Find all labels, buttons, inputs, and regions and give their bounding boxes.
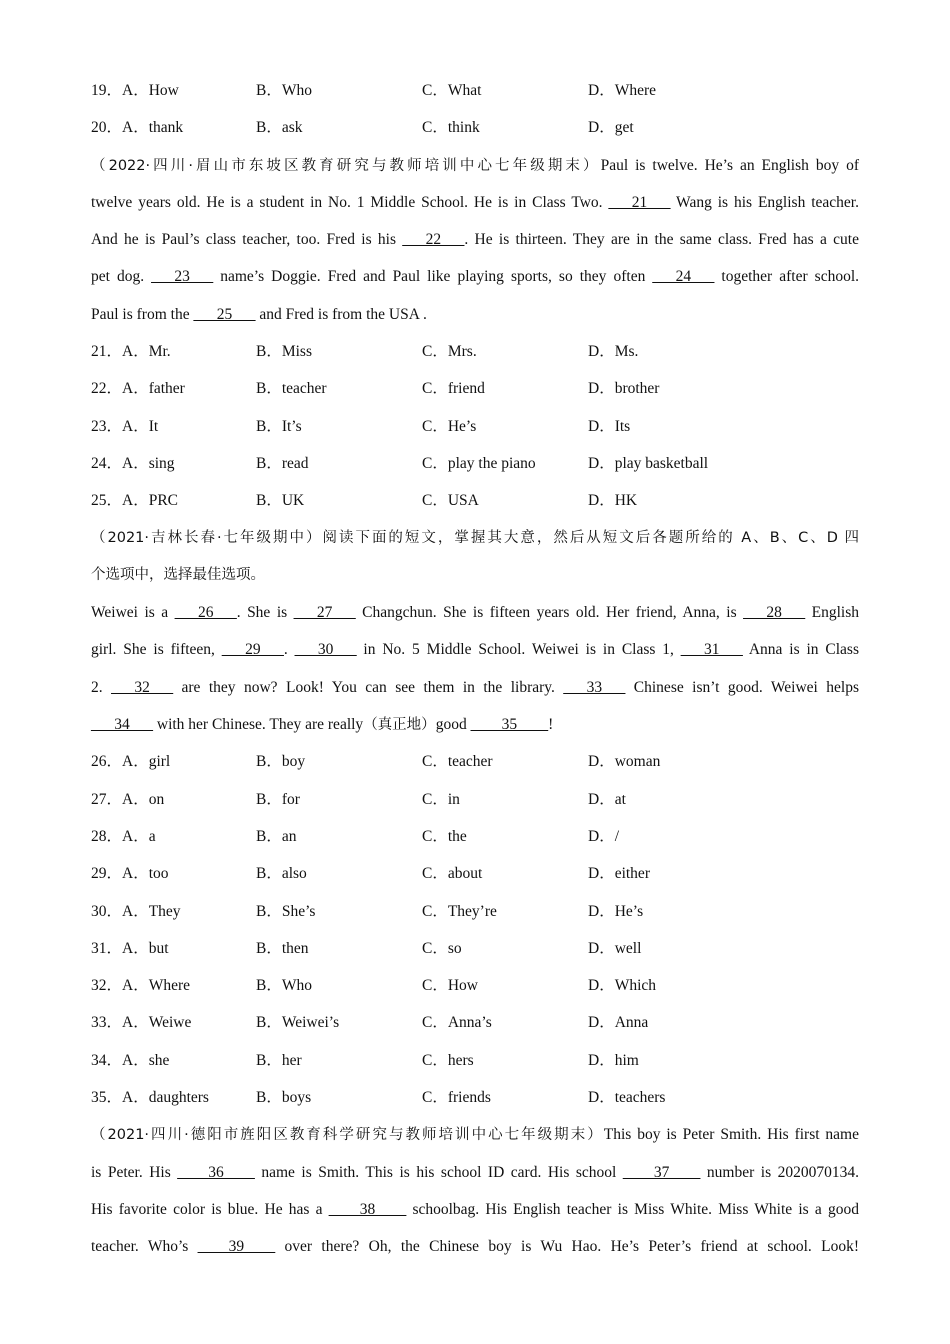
question-number-option-a: 29．A．too [91,865,169,883]
question-row-32 [91,967,859,1004]
question-row-25 [91,482,859,519]
option-b: B．teacher [256,380,327,398]
option-c: C．play the piano [422,454,536,472]
option-c: C．in [422,790,460,808]
option-d: D．get [588,119,634,137]
blank-33: ___33___ [563,678,626,696]
question-number-option-a: 24．A．sing [91,454,175,472]
question-number-option-a: 33．A．Weiwe [91,1014,192,1032]
option-b: B．also [256,865,307,883]
passage-2-line-1: Weiwei is a ___26___. She is ___27___ Changchun. She is fifteen years old. Her friend, Anna, is ___28___ English [91,604,859,622]
passage-source: （2021·四川·德阳市旌阳区教育科学研究与教师培训中心七年级期末） [91,1127,604,1144]
option-b: B．Weiwei’s [256,1014,340,1032]
option-b: B．read [256,454,309,472]
question-row-20 [91,109,859,146]
option-b: B．an [256,827,297,845]
blank-26: ___26___ [174,604,237,622]
option-c: C．How [422,977,478,995]
passage-1-line-3: And he is Paul’s class teacher, too. Fred is his ___22___. He is thirteen. They are in the same class. Fred has a cute [91,231,859,249]
option-b: B．She’s [256,902,316,920]
option-c: C．the [422,827,467,845]
option-d: D．Its [588,417,631,435]
blank-23: ___23___ [151,268,214,286]
blank-30: ___30___ [294,641,357,659]
option-c: C．so [422,939,462,957]
question-number-option-a: 28．A．a [91,827,156,845]
option-c: C．friend [422,380,485,398]
exam-page [91,72,859,1266]
option-d: D．Which [588,977,657,995]
option-b: B．for [256,790,300,808]
blank-31: ___31___ [680,641,743,659]
passage-3-line-3: His favorite color is blue. He has a ____38____ schoolbag. His English teacher is Miss White. Miss White is a good [91,1200,859,1218]
option-d: D．either [588,865,650,883]
blank-37: ____37____ [622,1163,701,1181]
question-number-option-a: 31．A．but [91,939,169,957]
option-d: D．He’s [588,902,644,920]
passage-1-line-2: twelve years old. He is a student in No. 1 Middle School. He is in Class Two. ___21___ Wang is his English teacher. [91,193,859,211]
question-number-option-a: 34．A．she [91,1051,170,1069]
option-b: B．ask [256,119,303,137]
blank-35: ____35____ [470,716,549,734]
blank-28: ___28___ [743,604,806,622]
question-row-28 [91,818,859,855]
option-b: B．Miss [256,343,312,361]
option-b: B．her [256,1051,302,1069]
passage-3-line-1: （2021·四川·德阳市旌阳区教育科学研究与教师培训中心七年级期末）This boy is Peter Smith. His first name [91,1126,859,1144]
passage-2-line-2: girl. She is fifteen, ___29___. ___30___ in No. 5 Middle School. Weiwei is in Class 1, ___31___ Anna is in Class [91,641,859,659]
question-number-option-a: 26．A．girl [91,753,171,771]
option-c: C．hers [422,1051,474,1069]
option-b: B．then [256,939,309,957]
passage-1-line-5: Paul is from the ___25___ and Fred is from the USA . [91,305,427,323]
option-d: D．at [588,790,626,808]
passage-2-line-4: ___34___ with her Chinese. They are really（真正地）good ____35____! [91,716,554,734]
option-b: B．boy [256,753,306,771]
passage-3-line-2: is Peter. His ____36____ name is Smith. This is his school ID card. His school ____37____ number is 2020070134. [91,1163,859,1181]
question-row-21 [91,333,859,370]
option-c: C．What [422,82,482,99]
passage-2-intro-2: 个选项中，选择最佳选项。 [91,566,265,583]
option-c: C．They’re [422,902,497,920]
option-d: D．/ [588,827,620,845]
question-row-34 [91,1042,859,1079]
question-number-option-a: 32．A．Where [91,977,191,995]
option-c: C．about [422,865,483,883]
blank-36: ____36____ [177,1163,255,1181]
question-number-option-a: 19．A．How [91,82,179,99]
passage-1-line-4: pet dog. ___23___ name’s Doggie. Fred and Paul like playing sports, so they often ___24___ together after school. [91,268,860,286]
option-d: D．Anna [588,1014,649,1032]
option-b: B．UK [256,492,305,510]
question-row-31 [91,930,859,967]
question-number-option-a: 21．A．Mr. [91,343,171,361]
blank-21: ___21___ [608,193,671,211]
option-c: C．Mrs. [422,343,477,361]
question-row-26 [91,743,859,780]
question-row-30 [91,893,859,930]
question-row-22 [91,370,859,407]
option-d: D．Where [588,82,656,99]
question-row-19 [91,72,859,109]
passage-1-line-1: （2022·四川·眉山市东坡区教育研究与教师培训中心七年级期末）Paul is twelve. He’s an English boy of [91,156,859,174]
question-row-29 [91,855,859,892]
option-b: B．Who [256,82,312,99]
question-number-option-a: 27．A．on [91,790,165,808]
question-number-option-a: 23．A．It [91,417,159,435]
blank-29: ___29___ [221,641,284,659]
question-number-option-a: 22．A．father [91,380,185,398]
question-number-option-a: 25．A．PRC [91,492,179,510]
question-number-option-a: 20．A．thank [91,119,184,137]
question-number-option-a: 30．A．They [91,902,181,920]
blank-32: ___32___ [111,678,174,696]
option-c: C．USA [422,492,479,510]
option-b: B．It’s [256,417,302,435]
blank-27: ___27___ [293,604,356,622]
passage-source: （2022·四川·眉山市东坡区教育研究与教师培训中心七年级期末） [91,157,601,174]
blank-39: ____39____ [197,1238,276,1256]
question-row-24 [91,445,859,482]
option-c: C．He’s [422,417,477,435]
option-c: C．Anna’s [422,1014,492,1032]
blank-25: ___25___ [193,305,256,323]
option-d: D．woman [588,753,661,771]
option-b: B．Who [256,977,312,995]
option-d: D．play basketball [588,454,709,472]
option-d: D．brother [588,380,660,398]
blank-34: ___34___ [91,716,153,734]
option-d: D．teachers [588,1089,666,1107]
blank-24: ___24___ [652,268,715,286]
passage-2-intro-1: （2021·吉林长春·七年级期中）阅读下面的短文，掌握其大意，然后从短文后各题所给的 A、B、C、D 四 [91,529,859,546]
option-b: B．boys [256,1089,312,1107]
option-c: C．friends [422,1089,491,1107]
option-d: D．Ms. [588,343,639,361]
question-number-option-a: 35．A．daughters [91,1089,209,1107]
question-row-33 [91,1004,859,1041]
option-d: D．HK [588,492,638,510]
passage-2-line-3: 2. ___32___ are they now? Look! You can see them in the library. ___33___ Chinese isn’t good. Weiwei helps [91,678,860,696]
passage-3-line-4: teacher. Who’s ____39____ over there? Oh, the Chinese boy is Wu Hao. He’s Peter’s friend at school. Look! [91,1238,859,1256]
option-c: C．think [422,119,480,137]
blank-38: ____38____ [328,1200,407,1218]
question-row-27 [91,781,859,818]
option-c: C．teacher [422,753,493,771]
question-row-23 [91,408,859,445]
option-d: D．well [588,939,642,957]
question-row-35 [91,1079,859,1116]
blank-22: ___22___ [402,231,465,249]
option-d: D．him [588,1051,639,1069]
